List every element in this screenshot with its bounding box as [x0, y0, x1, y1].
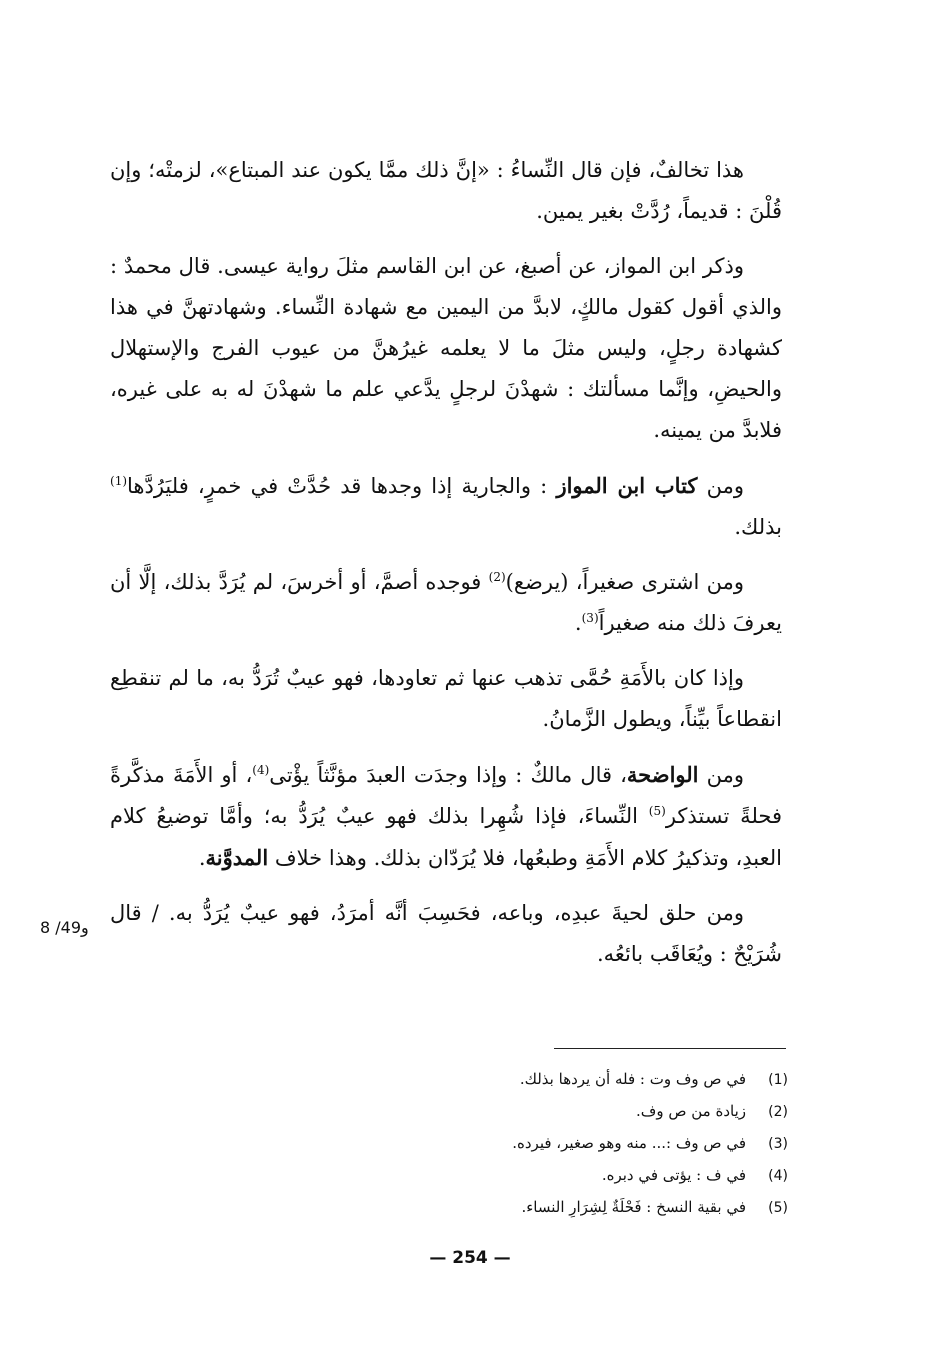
footnote-marker-5: (5) — [648, 804, 666, 818]
p6-end: . — [198, 846, 206, 870]
footnote-marker-2: (2) — [488, 570, 506, 584]
footnote-number: (2) — [768, 1104, 788, 1120]
p4-a: ومن اشترى صغيراً، (يرضع) — [505, 570, 744, 594]
main-text — [110, 150, 782, 989]
footnote-item — [300, 1064, 788, 1096]
p4-end: . — [574, 611, 582, 635]
footnote-number: (1) — [768, 1072, 788, 1088]
p3-lead: ومن — [706, 474, 744, 498]
page-number: — 254 — — [429, 1248, 511, 1268]
paragraph-5: وإذا كان بالأَمَةِ حُمَّى تذهب عنها ثم تعاودها، فهو عيبٌ تُرَدُّ به، ما لم تنقطِع انقطاعاً بيِّناً، ويطول الزَّمانُ. — [110, 666, 782, 731]
footnote-divider — [554, 1048, 786, 1049]
footnote-number: (5) — [768, 1200, 788, 1216]
paragraph-3 — [110, 465, 782, 548]
paragraph-4 — [110, 562, 782, 644]
footnote-marker-3: (3) — [581, 611, 599, 625]
footnote-item — [300, 1192, 788, 1224]
p6-b: ، أو الأَمَةَ مذكَّرةً فحلةً تستذكر — [110, 763, 782, 828]
p4-b: فوجده أصمَّ، أو أخرسَ، لم يُرَدَّ بذلك، إلَّا أن يعرفَ ذلك منه صغيراً — [110, 570, 782, 635]
paragraph-6 — [110, 754, 782, 879]
book-title-ibn-al-mawwaz: كتاب ابن المواز — [556, 473, 698, 498]
footnote-number: (3) — [768, 1136, 788, 1152]
footnote-text: زيادة من ص وف. — [636, 1102, 746, 1120]
footnote-item — [300, 1096, 788, 1128]
footnote-text: في ص وف :... منه وهو صغير، فيرده. — [512, 1134, 746, 1152]
footnote-text: في بقية النسخ : فَحْلَةٌ لِشِرَارِ النساء. — [521, 1198, 746, 1216]
footnote-text: في ف : يؤتى في دبره. — [601, 1166, 746, 1184]
footnote-marker-1: (1) — [110, 474, 128, 488]
book-title-al-mudawwana: المدوَّنة — [205, 845, 269, 870]
paragraph-2: وذكر ابن المواز، عن أصبغ، عن ابن القاسم مثلَ رواية عيسى. قال محمدٌ : والذي أقول كقول مالكٍ، لابدَّ من اليمين مع شهادة النِّساء. وشهادتهنَّ في هذا كشهادة رجلٍ، وليس مثلَ ما لا يعلمه غيرُهنَّ من عيوب الفرج والإستهلال والحيضِ، وإنَّما مسألتك : شهدْنَ لرجلٍ يدَّعي علم ما شهدْنَ له به على غيره، فلابدَّ من يمينه. — [110, 254, 782, 442]
paragraph-1: هذا تخالفٌ، فإن قال النِّساءُ : «إنَّ ذلك ممَّا يكون عند المبتاع»، لزمتْه؛ وإن قُلْنَ : قديماً، رُدَّتْ بغير يمين. — [110, 158, 782, 223]
footnote-item — [300, 1128, 788, 1160]
footnotes — [300, 1064, 788, 1224]
p6-lead: ومن — [706, 763, 744, 787]
footnote-item — [300, 1160, 788, 1192]
p3-end: بذلك. — [734, 515, 782, 539]
p6-a: ، قال مالكٌ : وإذا وجدَت العبدَ مؤنَّثاً يؤْتى — [269, 763, 627, 787]
footnote-marker-4: (4) — [252, 763, 270, 777]
footnote-text: في ص وف وت : فله أن يردها بذلك. — [519, 1070, 746, 1088]
book-title-al-wadiha: الواضحة — [626, 762, 699, 787]
manuscript-folio-reference: 8 /49و — [40, 918, 89, 937]
paragraph-7: ومن حلق لحيةَ عبدِه، وباعه، فحَسِبَ أنَّه أمرَدُ، فهو عيبٌ يُرَدُّ به. / قال شُرَيْحٌ : ويُعَاقَب بائعُه. — [110, 901, 782, 966]
footnote-number: (4) — [768, 1168, 788, 1184]
p6-c: النِّساءَ، فإذا شُهِرا بذلك فهو عيبٌ يُرَدُّ به؛ وأمَّا توضيعُ كلام العبدِ، وتذكيرُ كلام الأَمَةِ وطبعُها، فلا يُرَدّان بذلك. وهذا خلاف — [110, 804, 782, 870]
p3-rest: : والجارية إذا وجدها قد حُدَّتْ في خمرٍ، فليَرُدَّها — [127, 474, 548, 498]
